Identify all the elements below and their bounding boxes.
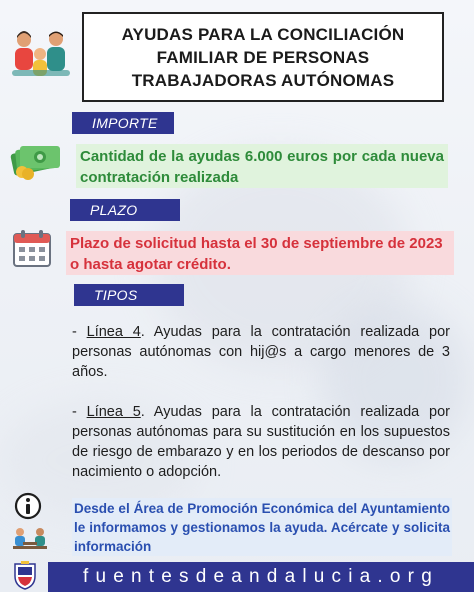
section-tag-plazo	[70, 199, 180, 221]
section-tag-label: IMPORTE	[92, 115, 158, 131]
linea-label: Línea 5	[86, 404, 141, 420]
list-prefix: -	[72, 324, 87, 340]
section-tag-importe	[72, 112, 174, 134]
section-tag-tipos	[74, 284, 184, 306]
money-icon	[8, 136, 64, 180]
town-crest-icon	[12, 560, 38, 590]
section-tag-label: PLAZO	[90, 202, 138, 218]
tipo-linea-4	[72, 322, 450, 382]
meeting-icon	[12, 524, 48, 552]
footer-website-bar[interactable]	[48, 562, 474, 592]
linea-description: . Ayudas para la contratación realizada por personas autónomas con hij@s a cargo menores de 3 años.	[72, 324, 450, 380]
list-prefix: -	[72, 404, 87, 420]
website-link[interactable]: fuentesdeandalucia.org	[83, 566, 439, 587]
page-title: AYUDAS PARA LA CONCILIACIÓN FAMILIAR DE PERSONAS TRABAJADORAS AUTÓNOMAS	[121, 24, 405, 90]
info-highlight: Desde el Área de Promoción Económica del Ayuntamiento le informamos y gestionamos la ayuda. Acércate y solicita información	[72, 498, 452, 556]
plazo-highlight: Plazo de solicitud hasta el 30 de septiembre de 2023 o hasta agotar crédito.	[66, 231, 454, 275]
info-icon	[14, 492, 42, 520]
calendar-icon	[12, 228, 52, 268]
title-box	[82, 12, 444, 102]
linea-description: . Ayudas para la contratación realizada por personas autónomas para su sustitución en los supuestos de riesgo de embarazo y en los periodos de descanso por nacimiento o adopción.	[72, 404, 450, 480]
importe-highlight: Cantidad de la ayudas 6.000 euros por cada nueva contratación realizada	[76, 144, 448, 188]
tipo-linea-5	[72, 402, 450, 482]
section-tag-label: TIPOS	[94, 287, 138, 303]
family-icon	[10, 28, 72, 80]
linea-label: Línea 4	[86, 324, 141, 340]
